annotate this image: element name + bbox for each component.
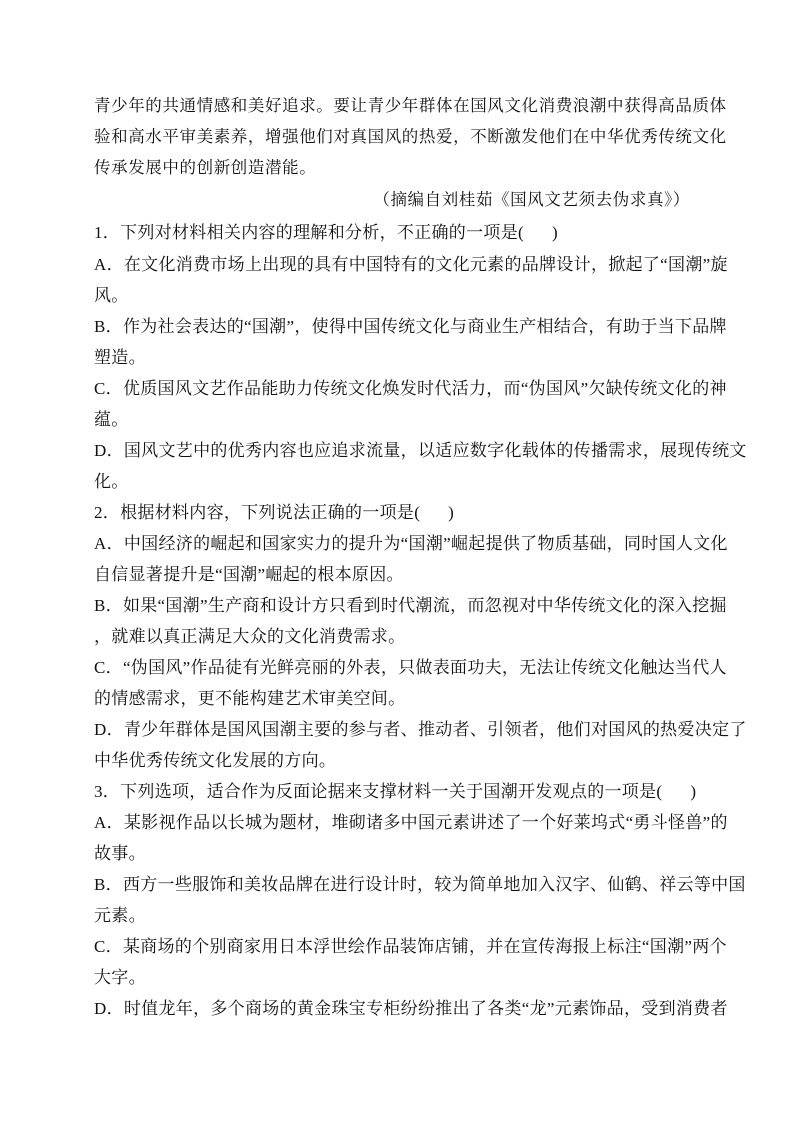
option-b-cont: 元素。	[94, 906, 146, 925]
option-a-cont: 风。	[94, 286, 129, 305]
option-a-cont: 自信显著提升是“国潮”崛起的根本原因。	[94, 565, 404, 584]
option-c-cont: 的情感需求，更不能构建艺术审美空间。	[94, 689, 406, 708]
question-stem: 2．根据材料内容，下列说法正确的一项是( )	[94, 503, 455, 522]
option-d: D．国风文艺中的优秀内容也应追求流量，以适应数字化载体的传播需求，展现传统文	[94, 441, 747, 460]
option-a: A．在文化消费市场上出现的具有中国特有的文化元素的品牌设计，掀起了“国潮”旋	[94, 255, 728, 274]
option-a: A．某影视作品以长城为题材，堆砌诸多中国元素讲述了一个好莱坞式“勇斗怪兽”的	[94, 813, 728, 832]
passage-line: 验和高水平审美素养，增强他们对真国风的热爱，不断激发他们在中华优秀传统文化	[94, 127, 727, 146]
option-b-cont: ，就难以真正满足大众的文化消费需求。	[94, 627, 406, 646]
option-c-cont: 大字。	[94, 968, 146, 987]
option-b: B．西方一些服饰和美妆品牌在进行设计时，较为简单地加入汉字、仙鹤、祥云等中国	[94, 875, 746, 894]
option-b: B．如果“国潮”生产商和设计方只看到时代潮流，而忽视对中华传统文化的深入挖掘	[94, 596, 727, 615]
option-a: A．中国经济的崛起和国家实力的提升为“国潮”崛起提供了物质基础，同时国人文化	[94, 534, 728, 553]
passage-line: 传承发展中的创新创造潜能。	[94, 158, 317, 177]
question-stem: 1．下列对材料相关内容的理解和分析，不正确的一项是( )	[94, 223, 558, 242]
passage-line: 青少年的共通情感和美好追求。要让青少年群体在国风文化消费浪潮中获得高品质体	[94, 96, 727, 115]
option-c-cont: 蕴。	[94, 410, 129, 429]
option-a-cont: 故事。	[94, 844, 146, 863]
passage-source: （摘编自刘桂茹《国风文艺须去伪求真》）	[373, 190, 690, 209]
option-d: D．时值龙年，多个商场的黄金珠宝专柜纷纷推出了各类“龙”元素饰品，受到消费者	[94, 999, 728, 1018]
option-d-cont: 中华优秀传统文化发展的方向。	[94, 751, 337, 770]
option-b-cont: 塑造。	[94, 348, 146, 367]
option-d: D．青少年群体是国风国潮主要的参与者、推动者、引领者，他们对国风的热爱决定了	[94, 720, 747, 739]
question-stem: 3．下列选项，适合作为反面论据来支撑材料一关于国潮开发观点的一项是( )	[94, 782, 697, 801]
option-c: C．优质国风文艺作品能助力传统文化焕发时代活力，而“伪国风”欠缺传统文化的神	[94, 379, 727, 398]
option-c: C．“伪国风”作品徒有光鲜亮丽的外表，只做表面功夫，无法让传统文化触达当代人	[94, 658, 727, 677]
option-d-cont: 化。	[94, 472, 129, 491]
option-c: C．某商场的个别商家用日本浮世绘作品装饰店铺，并在宣传海报上标注“国潮”两个	[94, 937, 727, 956]
option-b: B．作为社会表达的“国潮”，使得中国传统文化与商业生产相结合，有助于当下品牌	[94, 317, 727, 336]
